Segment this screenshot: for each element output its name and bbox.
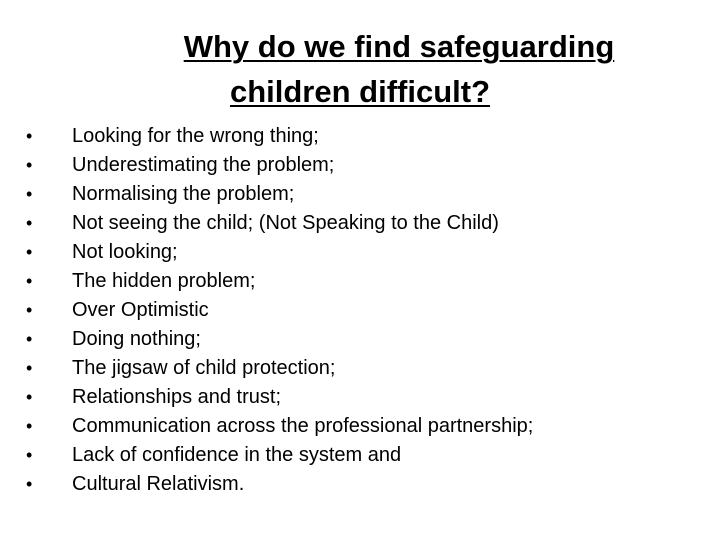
bullet-text: Relationships and trust; [72,386,282,408]
bullet-item [26,470,533,499]
bullet-item [26,180,533,209]
bullet-text: Looking for the wrong thing; [72,125,319,147]
bullet-item [26,122,533,151]
bullet-item [26,267,533,296]
bullet-item [26,238,533,267]
bullet-icon: • [26,416,33,436]
bullet-text: Normalising the problem; [72,183,295,205]
bullet-item [26,354,533,383]
bullet-text: The jigsaw of child protection; [72,357,336,379]
bullet-item [26,383,533,412]
bullet-text: Doing nothing; [72,328,201,350]
bullet-icon: • [26,155,33,175]
bullet-text: Not seeing the child; (Not Speaking to the Child) [72,212,499,234]
bullet-text: Communication across the professional partnership; [72,415,534,437]
bullet-icon: • [26,474,33,494]
slide-title-line-2: children difficult? [229,74,491,109]
bullet-icon: • [26,126,33,146]
bullet-item [26,325,533,354]
bullet-icon: • [26,213,33,233]
bullet-text: Underestimating the problem; [72,154,335,176]
bullet-icon: • [26,387,33,407]
bullet-item [26,441,533,470]
bullet-item [26,296,533,325]
bullet-icon: • [26,184,33,204]
bullet-item [26,151,533,180]
bullet-icon: • [26,242,33,262]
bullet-text: The hidden problem; [72,270,256,292]
bullet-list [26,122,533,499]
bullet-item [26,412,533,441]
bullet-icon: • [26,300,33,320]
bullet-icon: • [26,329,33,349]
bullet-icon: • [26,358,33,378]
bullet-text: Lack of confidence in the system and [72,444,402,466]
slide-title-line-1: Why do we find safeguarding [183,29,615,64]
bullet-text: Over Optimistic [72,299,209,321]
bullet-text: Cultural Relativism. [72,473,245,495]
bullet-icon: • [26,445,33,465]
bullet-icon: • [26,271,33,291]
bullet-item [26,209,533,238]
slide-title [0,24,720,114]
bullet-text: Not looking; [72,241,178,263]
